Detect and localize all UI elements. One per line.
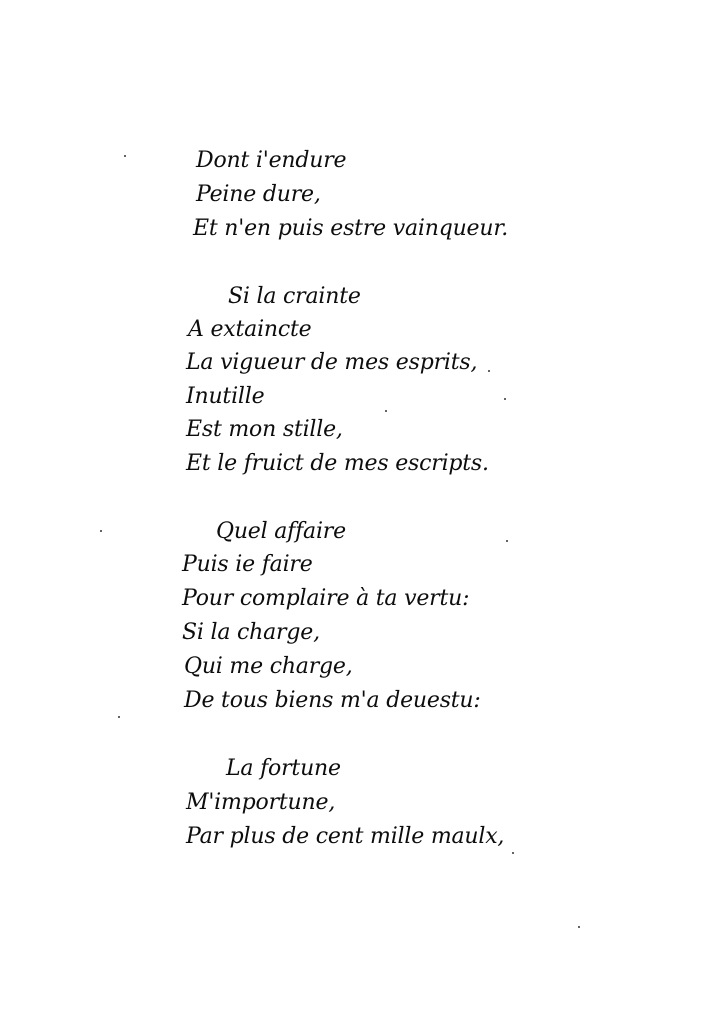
verse-line: Et le fruict de mes escripts.	[186, 451, 489, 476]
verse-line: Si la charge,	[182, 620, 320, 645]
verse-line: Puis ie faire	[182, 552, 313, 577]
verse-line: La vigueur de mes esprits,	[186, 350, 478, 375]
scan-speck	[504, 398, 506, 400]
verse-line: Dont i'endure	[196, 148, 347, 173]
scan-speck	[124, 155, 126, 157]
scan-speck	[506, 540, 508, 542]
verse-line: De tous biens m'a deuestu:	[184, 688, 481, 713]
verse-line: Quel affaire	[216, 519, 346, 544]
scan-speck	[385, 410, 387, 412]
verse-line: Par plus de cent mille maulx,	[186, 824, 505, 849]
scan-speck	[488, 370, 490, 372]
verse-line: Peine dure,	[196, 182, 321, 207]
verse-line: Et n'en puis estre vainqueur.	[193, 216, 509, 241]
verse-line: M'importune,	[186, 790, 336, 815]
verse-line: A extaincte	[188, 317, 312, 342]
scan-speck	[100, 530, 102, 532]
scan-speck	[118, 716, 120, 718]
verse-line: Inutille	[186, 384, 265, 409]
verse-line: Si la crainte	[228, 284, 361, 309]
verse-line: La fortune	[226, 756, 341, 781]
scan-speck	[512, 852, 514, 854]
verse-line: Est mon stille,	[186, 417, 343, 442]
scan-speck	[578, 926, 580, 928]
verse-line: Pour complaire à ta vertu:	[182, 586, 470, 611]
verse-line: Qui me charge,	[184, 654, 353, 679]
